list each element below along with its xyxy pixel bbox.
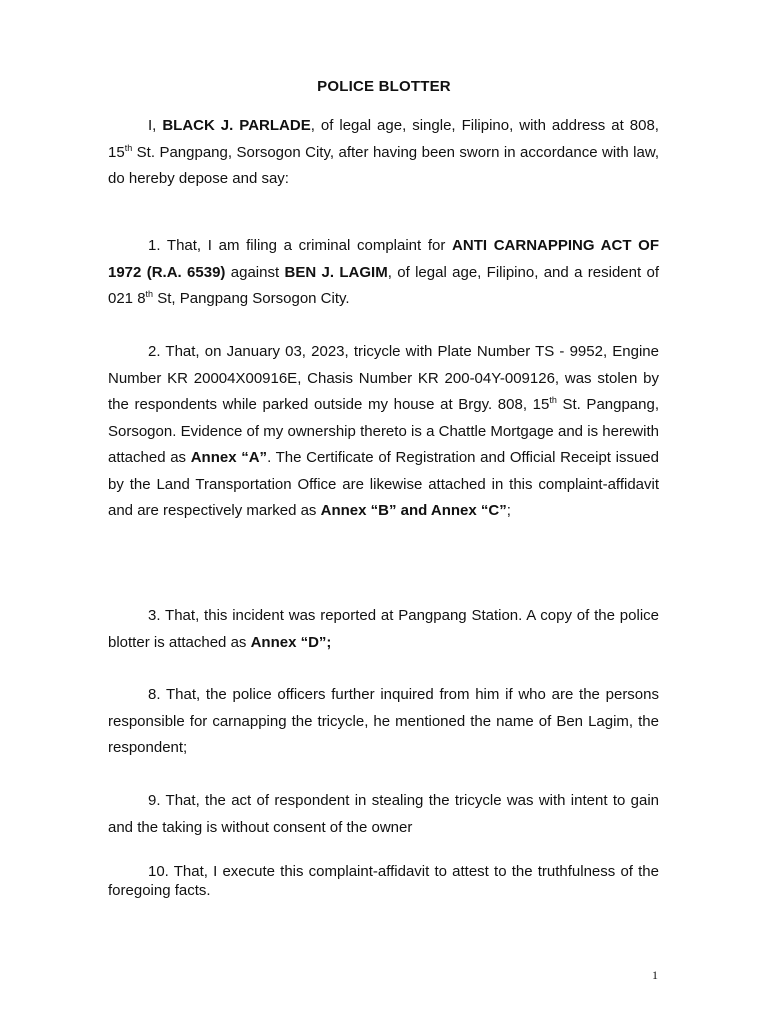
respondent-name: BEN J. LAGIM [284, 263, 388, 281]
paragraph-8 [108, 682, 659, 762]
intro-paragraph [108, 113, 659, 193]
intro-text-2: , of legal age, single, Filipino, with address at 808, 15 [108, 117, 659, 161]
paragraph-2 [108, 339, 659, 525]
paragraph-10 [108, 862, 659, 900]
page-number: 1 [652, 968, 658, 982]
p1-text-1: 1. That, I am filing a criminal complaint for [148, 237, 453, 254]
p1-law-title: ANTI CARNAPPING ACT OF 1972 (R.A. 6539) [108, 237, 659, 281]
p1-superscript: th [145, 289, 154, 299]
p9-text: 9. That, the act of respondent in stealing the tricycle was with intent to gain and the taking is without consent of the owner [108, 792, 659, 836]
p1-text-2: against [225, 263, 285, 281]
intro-text-1: I, [148, 117, 163, 134]
p1-text-3: , of legal age, Filipino, and a resident of 021 8 [108, 263, 659, 307]
annex-a: Annex “A” [190, 449, 268, 466]
document-title: POLICE BLOTTER [317, 78, 451, 95]
p2-text-1: 2. That, on January 03, 2023, tricycle with Plate Number TS - 9952, Engine Number KR 20004X00916E, Chasis Number KR 200-04Y-009126, was stolen by the respondents while parked outside my house at Brgy. 808, 15 [108, 343, 659, 413]
intro-text-3: St. Pangpang, Sorsogon City, after having been sworn in accordance with law, do hereby depose and say: [108, 143, 659, 187]
p3-text-1: 3. That, this incident was reported at Pangpang Station. A copy of the police blotter is attached as [108, 607, 659, 651]
p2-text-4: ; [506, 502, 511, 519]
p1-text-4: St, Pangpang Sorsogon City. [153, 290, 350, 307]
paragraph-3 [108, 603, 659, 656]
p8-text: 8. That, the police officers further inquired from him if who are the persons responsible for carnapping the tricycle, he mentioned the name of Ben Lagim, the respondent; [108, 686, 659, 756]
paragraph-1 [108, 233, 659, 313]
paragraph-9 [108, 788, 659, 841]
annex-d: Annex “D”; [250, 633, 332, 651]
p2-superscript: th [549, 395, 557, 405]
p2-text-2: St. Pangpang, Sorsogon. Evidence of my ownership thereto is a Chattle Mortgage and is herewith attached as [108, 396, 660, 466]
p10-text: 10. That, I execute this complaint-affidavit to attest to the truthfulness of the foregoing facts. [108, 863, 659, 899]
intro-superscript: th [124, 142, 133, 153]
complainant-name: BLACK J. PARLADE [162, 117, 311, 134]
p2-text-3: . The Certificate of Registration and Official Receipt issued by the Land Transportation Office are likewise attached in this complaint-affidavit and are respectively marked as [108, 449, 659, 519]
annex-b-c: Annex “B” and Annex “C” [320, 502, 507, 519]
